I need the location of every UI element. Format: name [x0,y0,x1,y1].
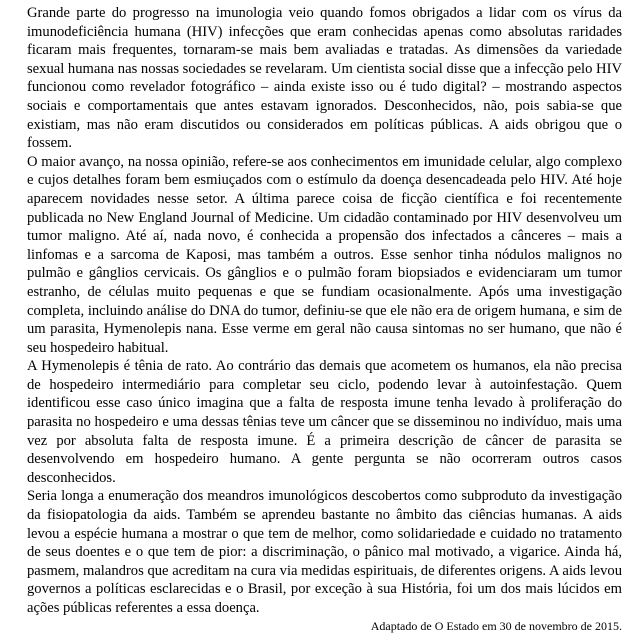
paragraph-2: O maior avanço, na nossa opinião, refere-se aos conhecimentos em imunidade celular, algo complexo e cujos detalhes foram bem esmiuçados com o estímulo da doença desencadeada pelo HIV. Até hoje aparecem novidades nesse setor. A última parece coisa de ficção científica e foi recentemente publicada no New England Journal of Medicine. Um cidadão contaminado por HIV desenvolveu um tumor maligno. Até aí, nada novo, é conhecida a propensão dos infectados a cânceres – mais a linfomas e a sarcoma de Kaposi, mas também a outros. Esse senhor tinha nódulos malignos no pulmão e gânglios cervicais. Os gânglios e o pulmão foram biopsiados e evidenciaram um tumor estranho, de células muito pequenas e que se fundiam ocasionalmente. Após uma investigação completa, incluindo análise do DNA do tumor, definiu-se que ele não era de origem humana, e sim de um parasita, Hymenolepis nana. Esse verme em geral não causa sintomas no ser humano, que não é seu hospedeiro habitual. [27,153,622,356]
paragraph-3: A Hymenolepis é tênia de rato. Ao contrário das demais que acometem os humanos, ela não precisa de hospedeiro intermediário para completar seu ciclo, podendo levar à autoinfestação. Quem identificou esse caso único imagina que a falta de resposta imune tenha levado à proliferação do parasita no hospedeiro e uma dessas tênias teve um câncer que se disseminou no indivíduo, mais uma vez por absoluta falta de resposta imune. É a primeira descrição de câncer de parasita se desenvolvendo em hospedeiro humano. A gente pergunta se não ocorreram outros casos desconhecidos. [27,358,622,486]
source-citation: Adaptado de O Estado em 30 de novembro de 2015. [370,618,622,633]
paragraph-1: Grande parte do progresso na imunologia veio quando fomos obrigados a lidar com os vírus da imunodeficiência humana (HIV) infecções que eram conhecidas apenas como absolutas raridades ficaram mais frequentes, tornaram-se mais bem avaliadas e tratadas. As dimensões da variedade sexual humana nas nossas sociedades se revelaram. Um cientista social disse que a infecção pelo HIV funcionou como revelador fotográfico – ainda existe isso ou é tudo digital? – mostrando aspectos sociais e comportamentais que antes estavam ignorados. Desconhecidos, não, pois sabia-se que existiam, mas não eram discutidos ou considerados em políticas públicas. A aids obrigou que o fossem. [27,5,622,152]
paragraph-4: Seria longa a enumeração dos meandros imunológicos descobertos como subproduto da investigação da fisiopatologia da aids. Também se aprendeu bastante no âmbito das ciências humanas. A aids levou a espécie humana a mostrar o que tem de melhor, como solidariedade e cuidado no tratamento de seus doentes e o que tem de pior: a discriminação, o pânico mal motivado, a vigarice. Ainda há, pasmem, malandros que acreditam na cura via medidas espirituais, de diferentes origens. A aids levou governos a políticas esclarecidas e o Brasil, por exceção à sua História, foi um dos mais lúcidos em ações públicas referentes a essa doença. [27,488,622,616]
